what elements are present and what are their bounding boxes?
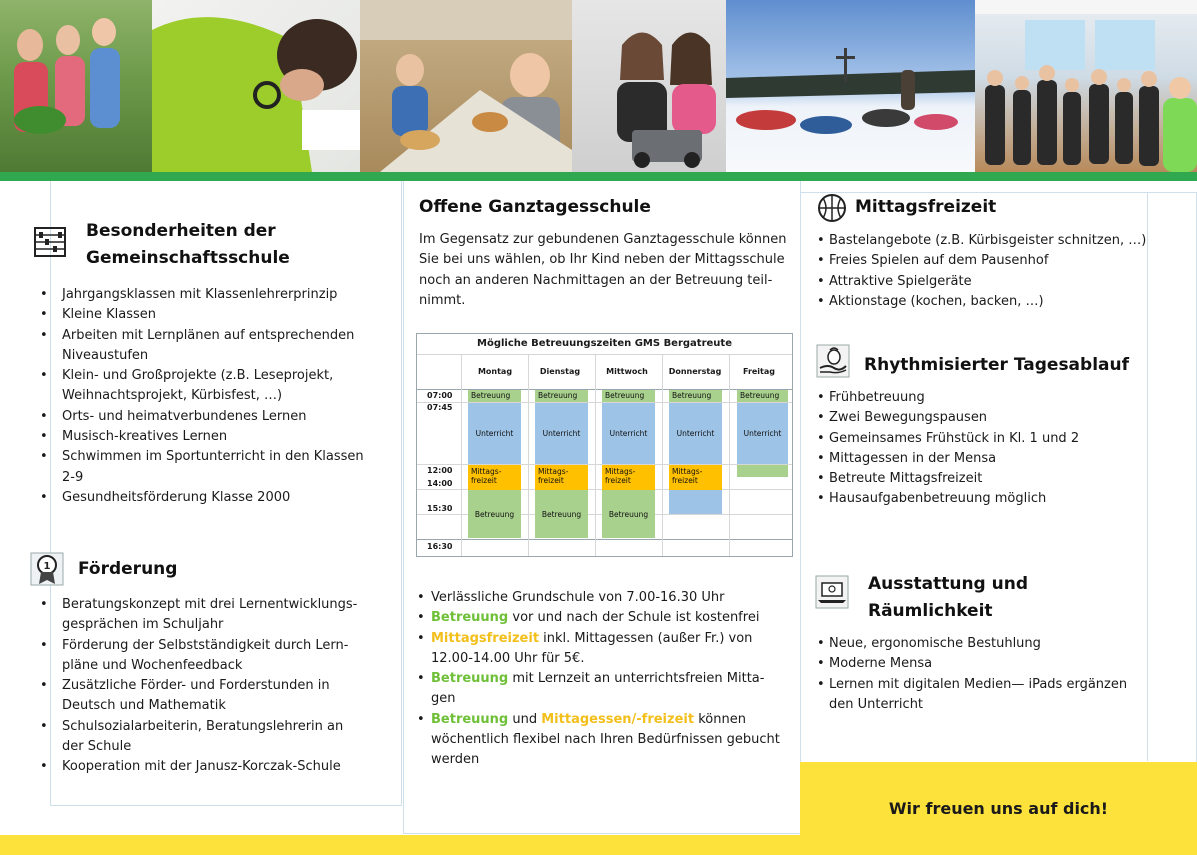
footer-yellow-band — [0, 835, 800, 855]
list-item: • Schulsozialarbeiterin, Beratungslehrerin an der Schule — [38, 717, 368, 758]
list-item: • Arbeiten mit Lernplänen auf entsprechenden Niveaustufen — [38, 326, 368, 367]
list-item: • Beratungskonzept mit drei Lernentwicklungs-gesprächen im Schuljahr — [38, 595, 368, 636]
list-item: • Zwei Bewegungspausen — [817, 408, 1187, 428]
ausstattung-list — [817, 634, 1147, 715]
mittagsfreizeit-block: Mittags- freizeit — [535, 465, 588, 491]
betreuung-block: Betreuung — [602, 490, 655, 538]
list-item: • Frühbetreuung — [817, 388, 1187, 408]
time-label: 12:00 — [427, 466, 453, 475]
list-item: • Verlässliche Grundschule von 7.00-16.30 Uhr — [417, 588, 787, 608]
betreuung-block: Betreuung — [468, 390, 521, 402]
list-item: • Aktionstage (kochen, backen, …) — [817, 292, 1187, 312]
unterricht-block: Unterricht — [669, 403, 722, 464]
list-item: • Freies Spielen auf dem Pausenhof — [817, 251, 1187, 271]
unterricht-block: Unterricht — [468, 403, 521, 464]
betreuung-block: Betreuung — [535, 390, 588, 402]
list-item: • Betreuung vor und nach der Schule ist kostenfrei — [417, 608, 787, 628]
list-item: • Mittagessen in der Mensa — [817, 449, 1187, 469]
time-label: 15:30 — [427, 504, 453, 513]
list-item: • Bastelangebote (z.B. Kürbisgeister schnitzen, …) — [817, 231, 1187, 251]
betreuung-block: Betreuung — [535, 490, 588, 538]
list-item: • Mittagsfreizeit inkl. Mittagessen (außer Fr.) von 12.00-14.00 Uhr für 5€. — [417, 629, 787, 670]
time-label: 07:45 — [427, 403, 453, 412]
photo-snow-outing — [726, 0, 975, 172]
ganztag-intro: Im Gegensatz zur gebundenen Ganztagesschule können Sie bei uns wählen, ob Ihr Kind neben der Mittagsschule noch an anderen Nachmittagen an der Betreuung teil-nimmt. — [419, 232, 787, 308]
photo-strip — [0, 0, 1197, 172]
list-item: • Orts- und heimatverbundenes Lernen — [38, 407, 368, 427]
list-item: • Klein- und Großprojekte (z.B. Leseprojekt, Weihnachtsprojekt, Kürbisfest, …) — [38, 366, 368, 407]
unterricht-block: Unterricht — [602, 403, 655, 464]
list-item: • Jahrgangsklassen mit Klassenlehrerprinzip — [38, 285, 368, 305]
ganztag-list — [417, 588, 787, 771]
time-label: 14:00 — [427, 479, 453, 488]
section-title-besonderheiten: Besonderheiten der Gemeinschaftsschule — [86, 221, 290, 268]
list-item: • Betreuung mit Lernzeit an unterrichtsfreien Mitta-gen — [417, 669, 787, 710]
unterricht-block: Unterricht — [535, 403, 588, 464]
section-title-tagesablauf: Rhythmisierter Tagesablauf — [864, 355, 1129, 375]
list-item: • Gemeinsames Frühstück in Kl. 1 und 2 — [817, 429, 1187, 449]
award-medal-icon — [30, 552, 64, 586]
day-header: Donnerstag — [668, 367, 722, 376]
unterricht-block: Unterricht — [737, 403, 788, 464]
betreuung-block: Betreuung — [602, 390, 655, 402]
empty-green-block — [737, 465, 788, 477]
list-item: • Lernen mit digitalen Medien— iPads ergänzen den Unterricht — [817, 675, 1147, 716]
tagesablauf-list — [817, 388, 1187, 510]
photo-robotics — [572, 0, 726, 172]
schedule-table — [416, 333, 793, 557]
time-label: 07:00 — [427, 391, 453, 400]
photo-lunch-table — [360, 0, 572, 172]
closing-text: Wir freuen uns auf dich! — [888, 799, 1109, 818]
list-item: • Schwimmen im Sportunterricht in den Klassen 2-9 — [38, 447, 368, 488]
section-title-foerderung: Förderung — [78, 559, 178, 579]
time-label: 16:30 — [427, 542, 453, 551]
list-item: • Musisch-kreatives Lernen — [38, 427, 368, 447]
basketball-icon — [816, 192, 850, 226]
betreuung-block: Betreuung — [737, 390, 788, 402]
hand-bag-icon — [816, 344, 850, 378]
list-item: • Zusätzliche Förder- und Forderstunden in Deutsch und Mathematik — [38, 676, 368, 717]
closing-banner — [800, 762, 1197, 855]
svg-text:1: 1 — [43, 561, 51, 572]
list-item: • Förderung der Selbstständigkeit durch Lern-pläne und Wochenfeedback — [38, 636, 368, 677]
mittagsfreizeit-list — [817, 231, 1187, 312]
list-item: • Moderne Mensa — [817, 654, 1147, 674]
empty-blue-block — [669, 490, 722, 514]
photo-girls-field — [0, 0, 152, 172]
list-item: • Neue, ergonomische Bestuhlung — [817, 634, 1147, 654]
foerderung-list — [38, 595, 368, 778]
day-header: Mittwoch — [606, 367, 648, 376]
photo-boy-magnifier — [152, 0, 360, 172]
photo-class-group — [975, 0, 1197, 172]
besonderheiten-list — [38, 285, 368, 508]
list-item: • Hausaufgabenbetreuung möglich — [817, 489, 1187, 509]
mittagsfreizeit-block: Mittags- freizeit — [602, 465, 655, 491]
header-green-bar — [0, 172, 1197, 181]
day-header: Montag — [477, 367, 513, 376]
abacus-icon — [33, 225, 67, 259]
list-item: • Kleine Klassen — [38, 305, 368, 325]
mittagsfreizeit-block: Mittags- freizeit — [669, 465, 722, 491]
section-title-ausstattung: Ausstattung und Räumlichkeit — [868, 574, 1029, 621]
section-title-ganztagesschule: Offene Ganztagesschule — [419, 197, 651, 217]
section-title-mittagsfreizeit: Mittagsfreizeit — [855, 197, 997, 217]
mittagsfreizeit-block: Mittags- freizeit — [468, 465, 521, 491]
list-item: • Kooperation mit der Janusz-Korczak-Schule — [38, 757, 368, 777]
day-header: Freitag — [742, 367, 775, 376]
betreuung-block: Betreuung — [468, 490, 521, 538]
list-item: • Attraktive Spielgeräte — [817, 272, 1187, 292]
laptop-icon — [815, 575, 849, 609]
day-header: Dienstag — [539, 367, 581, 376]
betreuung-block: Betreuung — [669, 390, 722, 402]
list-item: • Betreute Mittagsfreizeit — [817, 469, 1187, 489]
schedule-title: Mögliche Betreuungszeiten GMS Bergatreute — [477, 338, 732, 349]
list-item: • Betreuung und Mittagessen/-freizeit können wöchentlich flexibel nach Ihren Bedürfnissen gebucht werden — [417, 710, 787, 771]
list-item: • Gesundheitsförderung Klasse 2000 — [38, 488, 368, 508]
